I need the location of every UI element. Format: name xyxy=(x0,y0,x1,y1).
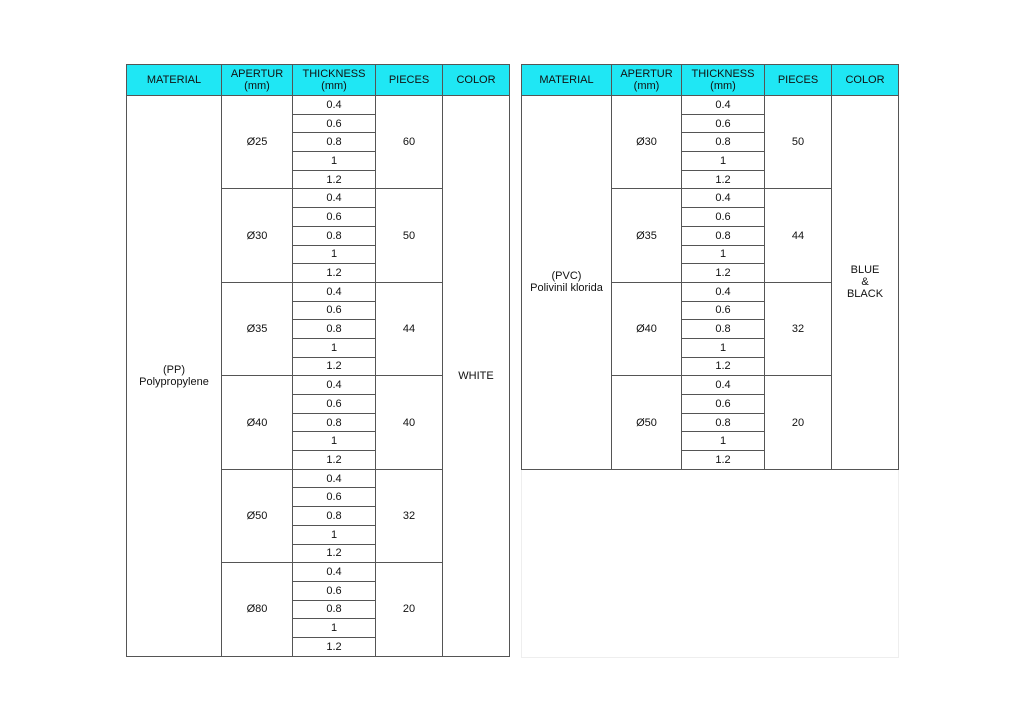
thickness-cell: 1.2 xyxy=(293,451,376,470)
thickness-cell: 0.4 xyxy=(293,96,376,115)
pieces-cell: 44 xyxy=(376,282,443,375)
aperture-cell: Ø50 xyxy=(612,376,682,469)
thickness-cell: 1.2 xyxy=(293,357,376,376)
color-cell xyxy=(832,96,899,470)
cell-line: THICKNESS xyxy=(302,68,366,80)
thickness-cell: 0.4 xyxy=(293,469,376,488)
header-pieces xyxy=(765,65,832,96)
thickness-cell: 0.6 xyxy=(293,488,376,507)
header-pieces xyxy=(376,65,443,96)
material-cell xyxy=(127,96,222,657)
cell-line: (PP) xyxy=(163,363,185,376)
thickness-cell: 0.6 xyxy=(682,208,765,227)
thickness-cell: 1 xyxy=(293,432,376,451)
pp-spec-table xyxy=(126,64,510,657)
thickness-cell: 1.2 xyxy=(682,264,765,283)
thickness-cell: 0.6 xyxy=(293,208,376,227)
cell-line: (mm) xyxy=(244,80,270,92)
aperture-cell: Ø40 xyxy=(222,376,293,469)
thickness-cell: 0.6 xyxy=(293,395,376,414)
aperture-cell: Ø30 xyxy=(612,96,682,189)
header-row xyxy=(522,65,899,96)
cell-line: THICKNESS xyxy=(691,68,755,80)
thickness-cell: 1.2 xyxy=(293,264,376,283)
thickness-cell: 0.4 xyxy=(682,282,765,301)
pieces-cell: 32 xyxy=(765,282,832,375)
cell-line: PIECES xyxy=(777,74,819,86)
thickness-cell: 1 xyxy=(293,245,376,264)
thickness-cell: 1 xyxy=(682,338,765,357)
aperture-cell: Ø40 xyxy=(612,282,682,375)
header-aperture xyxy=(612,65,682,96)
pieces-cell: 50 xyxy=(765,96,832,189)
pieces-cell: 60 xyxy=(376,96,443,189)
header-thickness xyxy=(682,65,765,96)
header-material xyxy=(522,65,612,96)
thickness-cell: 1 xyxy=(293,619,376,638)
thickness-cell: 0.4 xyxy=(293,376,376,395)
table-header xyxy=(127,65,510,96)
color-cell xyxy=(443,96,510,657)
cell-line: APERTUR xyxy=(620,68,673,80)
pieces-cell: 50 xyxy=(376,189,443,282)
pieces-cell: 44 xyxy=(765,189,832,282)
thickness-cell: 0.6 xyxy=(293,114,376,133)
cell-line: (mm) xyxy=(321,80,347,92)
aperture-cell: Ø35 xyxy=(612,189,682,282)
cell-line: (PVC) xyxy=(551,270,582,283)
cell-line: COLOR xyxy=(456,74,496,86)
thickness-cell: 1.2 xyxy=(682,170,765,189)
aperture-cell: Ø30 xyxy=(222,189,293,282)
thickness-cell: 1 xyxy=(293,525,376,544)
thickness-cell: 1.2 xyxy=(293,637,376,656)
table-header xyxy=(522,65,899,96)
table-row xyxy=(127,96,510,115)
cell-line: WHITE xyxy=(458,369,494,382)
thickness-cell: 0.6 xyxy=(293,301,376,320)
thickness-cell: 1 xyxy=(293,338,376,357)
pieces-cell: 40 xyxy=(376,376,443,469)
aperture-cell: Ø25 xyxy=(222,96,293,189)
thickness-cell: 1 xyxy=(682,245,765,264)
pieces-cell: 32 xyxy=(376,469,443,562)
cell-line: MATERIAL xyxy=(539,74,594,86)
aperture-cell: Ø80 xyxy=(222,563,293,656)
aperture-cell: Ø35 xyxy=(222,282,293,375)
cell-line: MATERIAL xyxy=(146,74,202,86)
cell-line: PIECES xyxy=(388,74,430,86)
thickness-cell: 0.8 xyxy=(293,320,376,339)
cell-line: COLOR xyxy=(845,74,885,86)
aperture-cell: Ø50 xyxy=(222,469,293,562)
thickness-cell: 0.8 xyxy=(682,413,765,432)
thickness-cell: 0.8 xyxy=(293,133,376,152)
cell-line: & xyxy=(861,276,869,289)
thickness-cell: 1 xyxy=(293,152,376,171)
header-thickness xyxy=(293,65,376,96)
thickness-cell: 0.8 xyxy=(293,226,376,245)
thickness-cell: 0.8 xyxy=(682,320,765,339)
cell-line: (mm) xyxy=(710,80,736,92)
cell-line: Polivinil klorida xyxy=(530,282,603,295)
header-color xyxy=(443,65,510,96)
thickness-cell: 0.6 xyxy=(682,301,765,320)
thickness-cell: 0.4 xyxy=(293,282,376,301)
thickness-cell: 1.2 xyxy=(682,357,765,376)
pieces-cell: 20 xyxy=(376,563,443,656)
thickness-cell: 1 xyxy=(682,432,765,451)
thickness-cell: 0.8 xyxy=(682,226,765,245)
thickness-cell: 0.8 xyxy=(682,133,765,152)
empty-table-area xyxy=(521,470,899,658)
pieces-cell: 20 xyxy=(765,376,832,469)
thickness-cell: 1.2 xyxy=(682,451,765,470)
thickness-cell: 0.4 xyxy=(293,563,376,582)
thickness-cell: 0.6 xyxy=(682,395,765,414)
thickness-cell: 0.6 xyxy=(682,114,765,133)
pvc-spec-table xyxy=(521,64,899,470)
header-row xyxy=(127,65,510,96)
thickness-cell: 0.6 xyxy=(293,581,376,600)
material-cell xyxy=(522,96,612,470)
header-aperture xyxy=(222,65,293,96)
thickness-cell: 0.8 xyxy=(293,600,376,619)
cell-line: BLUE xyxy=(850,264,880,277)
table-body xyxy=(522,96,899,470)
table-row xyxy=(522,96,899,115)
thickness-cell: 1.2 xyxy=(293,544,376,563)
table-body xyxy=(127,96,510,657)
thickness-cell: 0.4 xyxy=(682,96,765,115)
cell-line: Polypropylene xyxy=(139,375,209,388)
thickness-cell: 0.4 xyxy=(293,189,376,208)
header-material xyxy=(127,65,222,96)
thickness-cell: 0.8 xyxy=(293,413,376,432)
thickness-cell: 0.4 xyxy=(682,376,765,395)
header-color xyxy=(832,65,899,96)
thickness-cell: 0.4 xyxy=(682,189,765,208)
cell-line: (mm) xyxy=(633,80,660,92)
thickness-cell: 0.8 xyxy=(293,507,376,526)
thickness-cell: 1.2 xyxy=(293,170,376,189)
cell-line: APERTUR xyxy=(230,68,284,80)
thickness-cell: 1 xyxy=(682,152,765,171)
cell-line: BLACK xyxy=(846,288,884,301)
